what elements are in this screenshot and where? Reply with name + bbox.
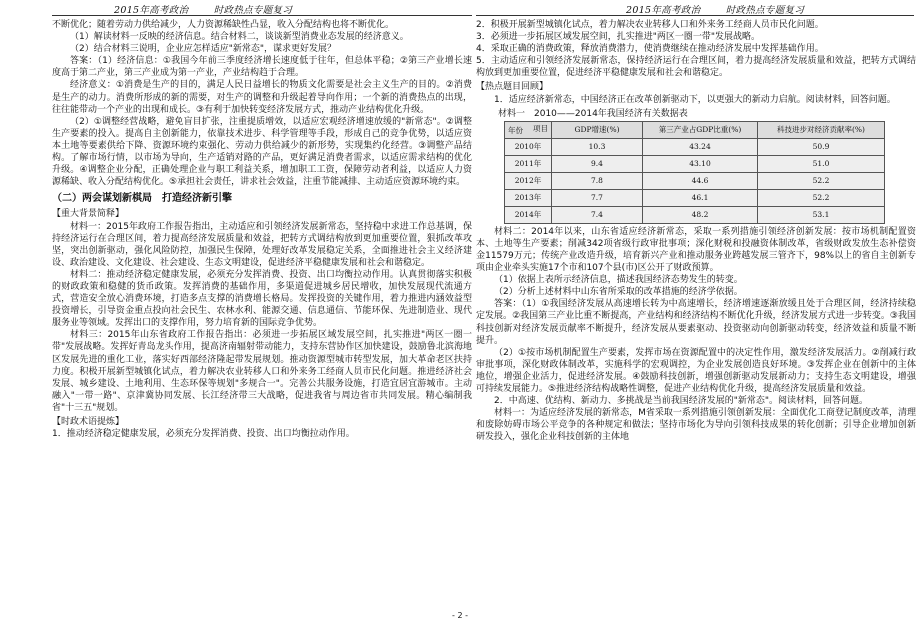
table-cell: 10.3 — [552, 138, 643, 155]
table-row — [505, 206, 885, 223]
table-cell: 52.2 — [758, 172, 885, 189]
answer: 答案：（1）①我国经济发展从高速增长转为中高速增长，经济增速逐渐放缓且处于合理区间，经济持续稳定发展。②我国第三产业比重不断提高，产业结构和经济结构不断优化升级，经济发展方式进一步转变。③我国科技创新对经济发展贡献率不断提升，经济发展从要素驱动、投资驱动向创新驱动转变，经济效益和质量不断提升。 — [476, 299, 916, 346]
answer: 答案：（1）经济信息：①我国今年前三季度经济增长速度低于往年，但总体平稳；②第三产业增长速度高于第二产业，第三产业成为第一产业，产业结构趋于合理。 — [52, 56, 472, 79]
table-cell: 43.10 — [643, 155, 758, 172]
right-body — [476, 19, 916, 443]
table-cell: 52.2 — [758, 189, 885, 206]
answer: （2）①调整经营战略，避免盲目扩张，注重提质增效，以适应宏观经济增速放缓的"新常态"。②调整生产要素的投入。提高自主创新能力，依靠技术进步、科学管理等手段，形成自己的竞争优势，以适应资本土地等要素供给下降、资源环境约束强化、劳动力供给减少的新形势，实现集约化经营。③调整产品结构。了解市场行情，以市场为导向，生产适销对路的产品，更好满足消费者需求，以适应需求结构的优化升级。④调整企业分配，正确处理企业与职工利益关系，增加职工工资，保障劳动者利益，以适应人力资源稀缺、收入分配结构优化。⑤承担社会责任，讲求社会效益，注重节能减排、主动适应资源环境约束。 — [52, 116, 472, 188]
question: （2）结合材料三说明，企业应怎样适应"新常态"，谋求更好发展？ — [70, 44, 337, 55]
table-cell: 51.0 — [758, 155, 885, 172]
column-header: 第三产业占GDP比重(%) — [643, 121, 758, 138]
table-row — [505, 172, 885, 189]
table-cell: 2014年 — [505, 206, 552, 223]
table-row — [505, 138, 885, 155]
corner-bottom-label: 年份 — [508, 125, 523, 135]
question: （2）分析上述材料中山东省所采取的改革措施的经济学依据。 — [494, 287, 743, 298]
column-header: 科技进步对经济贡献率(%) — [758, 121, 885, 138]
paragraph: 不断优化；随着劳动力供给减少，人力资源稀缺性凸显，收入分配结构也将不断优化。 — [52, 20, 395, 30]
left-column — [52, 0, 472, 630]
term-item: 2．积极开展新型城镇化试点，着力解决农业转移人口和外来务工经商人员市民化问题。 — [476, 20, 824, 30]
material-paragraph: 材料一：为适应经济发展的新常态，M省采取一系列措施引领创新发展：全面优化工商登记制度改革，清理和废除妨碍市场公平竞争的各种规定和做法；坚持市场化为导向引领科技成果的转化创新；引导企业增加创新研发投入，强化企业科技创新的主体地 — [476, 408, 916, 443]
table-cell: 2011年 — [505, 155, 552, 172]
table-corner-cell — [505, 121, 552, 138]
term-item: 1．推动经济稳定健康发展，必须充分发挥消费、投资、出口均衡拉动作用。 — [52, 429, 355, 440]
table-cell: 2010年 — [505, 138, 552, 155]
term-item: 4．采取正确的消费政策，释放消费潜力，使消费继续在推动经济发展中发挥基础作用。 — [476, 44, 824, 55]
table-cell: 2013年 — [505, 189, 552, 206]
table-cell: 53.1 — [758, 206, 885, 223]
exercise-intro: 2．中高速、优结构、新动力、多挑战是当前我国经济发展的"新常态"。阅读材料，回答问题。 — [494, 396, 869, 407]
left-page-header — [114, 2, 314, 16]
table-cell: 2012年 — [505, 172, 552, 189]
answer: （2）①按市场机制配置生产要素，发挥市场在资源配置中的决定性作用，激发经济发展活力。②削减行政审批事项，深化财政体制改革，实施科学的宏观调控，为企业发展创造良好环境。③发挥企业在创新中的主体地位，增强企业活力，促进经济发展。④鼓励科技创新，增强创新驱动发展新动力；支持生态文明建设，增强可持续发展能力。⑤推进经济结构战略性调整，促进产业结构优化升级，提高经济发展质量和效益。 — [476, 347, 916, 394]
table-caption: 材料一 2010——2014年我国经济有关数据表 — [498, 108, 688, 119]
material-paragraph: 材料三：2015年山东省政府工作报告指出：必须进一步拓展区域发展空间，扎实推进"两区一圈一带"发展战略。发挥好青岛龙头作用，提高济南辐射带动能力，支持东营协作区加快建设，鼓励鲁北滨海地区发展先进的重化工业，落实好西部经济隆起带发展规划。推动资源型城市转型发展，加大革命老区扶持力度。积极开展新型城镇化试点，着力解决农业转移人口和外来务工经商人员市民化问题。推进经济社会发展、城乡建设、土地利用、生态环保等规划"多规合一"。完善公共服务设施，打造宜居宜游城市。主动融入"一带一路"、京津冀协同发展、长江经济带三大战略，促进我省与周边省市共同发展。精心编制我省"十三五"规划。 — [52, 330, 472, 413]
material-paragraph: 材料二：2014年以来，山东省适应经济新常态，采取一系列措施引领经济创新发展：按市场机制配置资本、土地等生产要素；削减342项省级行政审批事项；深化财税和投融资体制改革，省级财政发放生态补偿资金11579万元；传统产业改造升级，培育新兴产业和推动服务业跨越发展三管齐下，98%以上的省自主创新专项由企业牵头实施17个市和107个县(市)区公开了财政预算。 — [476, 226, 916, 274]
table-cell: 7.7 — [552, 189, 643, 206]
left-header-title: 2015年高考政治 — [114, 5, 189, 16]
right-page-header — [626, 2, 826, 16]
left-body — [52, 19, 472, 440]
right-header-title: 2015年高考政治 — [626, 5, 701, 16]
term-item: 3．必须进一步拓展区域发展空间，扎实推进"两区一圈一带"发展战略。 — [476, 32, 761, 43]
left-header-rule — [52, 15, 472, 16]
term-item: 5．主动适应和引领经济发展新常态，保持经济运行在合理区间，着力提高经济发展质量和效益，把转方式调结构放到更加重要位置，促进经济平稳健康发展和社会和谐稳定。 — [476, 56, 916, 79]
exercise-tag: 【热点题目回顾】 — [476, 82, 549, 93]
column-header: GDP增速(%) — [552, 121, 643, 138]
corner-top-label: 项目 — [533, 123, 548, 133]
answer: 经济意义：①消费是生产的目的，满足人民日益增长的物质文化需要是社会主义生产的目的。②消费是生产的动力。消费所形成的新的需要，对生产的调整和升级起着导向作用；一个新的消费热点的出现，往往能带动一个产业的出现和成长。③有利于加快转变经济发展方式，推动产业结构优化升级。 — [52, 80, 472, 115]
economic-data-table — [504, 121, 885, 224]
left-header-subtitle: 时政热点专题复习 — [213, 5, 293, 16]
page-number: - 2 - — [452, 611, 468, 620]
material-paragraph: 材料一：2015年政府工作报告指出，主动适应和引领经济发展新常态，坚持稳中求进工作总基调，保持经济运行在合理区间，着力提高经济发展质量和效益，把转方式调结构放到更加重要位置，狠抓改革攻坚，突出创新驱动，强化风险防控，加强民生保障，处理好改革发展稳定关系，全面推进社会主义经济建设、政治建设、文化建设、社会建设、生态文明建设，促进经济平稳健康发展和社会和谐稳定。 — [52, 221, 472, 268]
section-title: （二）两会谋划新棋局 打造经济新引擎 — [52, 193, 232, 205]
background-tag: 【重大背景简释】 — [52, 209, 125, 220]
table-row — [505, 189, 885, 206]
table-cell: 43.24 — [643, 138, 758, 155]
right-header-subtitle: 时政热点专题复习 — [725, 5, 805, 16]
question: （1）解读材料一反映的经济信息。结合材料二，谈谈新型消费业态发展的经济意义。 — [70, 32, 409, 43]
terms-tag: 【时政术语提炼】 — [52, 417, 125, 427]
table-cell: 9.4 — [552, 155, 643, 172]
table-cell: 48.2 — [643, 206, 758, 223]
right-column — [476, 0, 916, 630]
table-cell: 7.8 — [552, 172, 643, 189]
table-cell: 44.6 — [643, 172, 758, 189]
right-header-rule — [476, 15, 914, 16]
table-cell: 7.4 — [552, 206, 643, 223]
material-paragraph: 材料二：推动经济稳定健康发展，必须充分发挥消费、投资、出口均衡拉动作用。认真贯彻落实积极的财政政策和稳健的货币政策。发挥消费的基础作用，多渠道促进城乡居民增收，加快发展现代流通方式，营造安全放心消费环境，打造多点支撑的消费增长格局。发挥投资的关键作用，着力推进内涵效益型投资增长，引导资金重点投向社会民生、农林水利、能源交通、信息通信、节能环保、先进制造业、现代服务业等领域。发挥出口的支撑作用，努力培育新的国际竞争优势。 — [52, 269, 472, 329]
question: （1）依据上表所示经济信息，描述我国经济态势发生的转变。 — [494, 275, 743, 286]
table-header-row — [505, 121, 885, 138]
table-row — [505, 155, 885, 172]
exercise-intro: 1．适应经济新常态，中国经济正在改革创新驱动下，以更强大的新动力启航。阅读材料，回答问题。 — [494, 94, 896, 105]
table-cell: 50.9 — [758, 138, 885, 155]
table-cell: 46.1 — [643, 189, 758, 206]
